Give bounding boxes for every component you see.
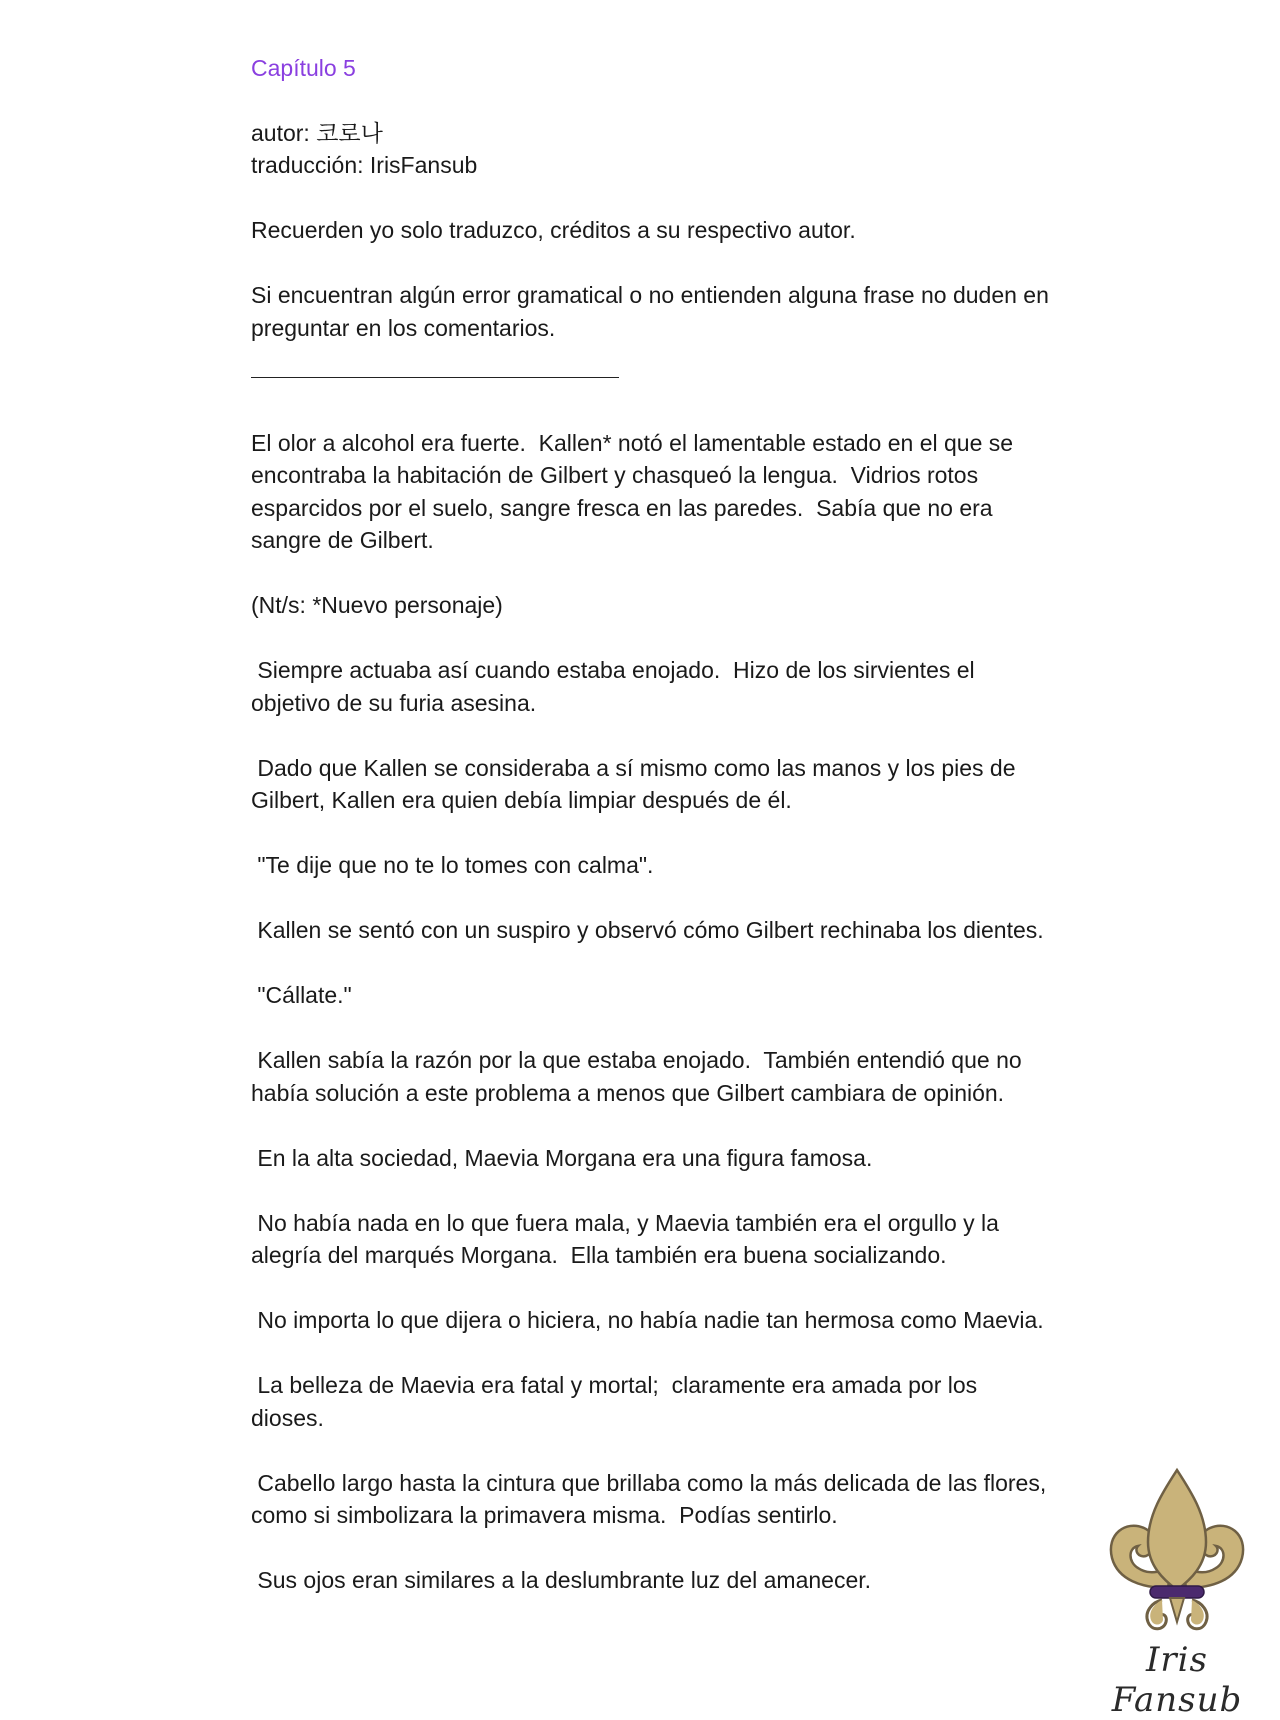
credits-block xyxy=(251,117,1051,182)
iris-fansub-watermark xyxy=(1082,1462,1272,1720)
chapter-title: Capítulo 5 xyxy=(251,55,356,81)
story-paragraph: Kallen se sentó con un suspiro y observó cómo Gilbert rechinaba los dientes. xyxy=(251,917,1044,943)
notice-credits: Recuerden yo solo traduzco, créditos a su respectivo autor. xyxy=(251,217,856,243)
story-paragraph: Sus ojos eran similares a la deslumbrante luz del amanecer. xyxy=(251,1567,872,1593)
notice-comments: Si encuentran algún error gramatical o no entienden alguna frase no duden en preguntar en los comentarios. xyxy=(251,282,1056,341)
author-line: autor: 코로나 xyxy=(251,119,383,146)
story-paragraph: Kallen sabía la razón por la que estaba enojado. También entendió que no había solución a este problema a menos que Gilbert cambiara de opinión. xyxy=(251,1047,1029,1106)
story-paragraph: El olor a alcohol era fuerte. Kallen* notó el lamentable estado en el que se encontraba la habitación de Gilbert y chasqueó la lengua. Vidrios rotos esparcidos por el suelo, sangre fresca en las paredes. Sabía que no era sangre de Gilbert. xyxy=(251,429,1020,553)
dialogue-line: "Te dije que no te lo tomes con calma". xyxy=(251,852,654,878)
story-paragraph: Dado que Kallen se consideraba a sí mismo como las manos y los pies de Gilbert, Kallen era quien debía limpiar después de él. xyxy=(251,754,1022,813)
translation-line: traducción: IrisFansub xyxy=(251,152,478,178)
section-divider xyxy=(251,377,619,378)
story-paragraph: No importa lo que dijera o hiciera, no había nadie tan hermosa como Maevia. xyxy=(251,1307,1044,1333)
story-paragraph: En la alta sociedad, Maevia Morgana era una figura famosa. xyxy=(251,1144,873,1171)
watermark-text: Iris Fansub xyxy=(1111,1640,1243,1720)
translator-note: (Nt/s: *Nuevo personaje) xyxy=(251,592,503,618)
dialogue-line: "Cállate." xyxy=(251,982,352,1008)
fleur-de-lis-icon xyxy=(1082,1462,1272,1642)
story-paragraph: Cabello largo hasta la cintura que brillaba como la más delicada de las flores, como si simbolizara la primavera misma. Podías sentirlo. xyxy=(251,1469,1053,1528)
story-paragraph: La belleza de Maevia era fatal y mortal; claramente era amada por los dioses. xyxy=(251,1372,984,1431)
document-page xyxy=(251,48,1056,1629)
story-paragraph: Siempre actuaba así cuando estaba enojado. Hizo de los sirvientes el objetivo de su furia asesina. xyxy=(251,657,982,716)
story-paragraph: No había nada en lo que fuera mala, y Maevia también era el orgullo y la alegría del marqués Morgana. Ella también era buena socializando. xyxy=(251,1209,1006,1268)
